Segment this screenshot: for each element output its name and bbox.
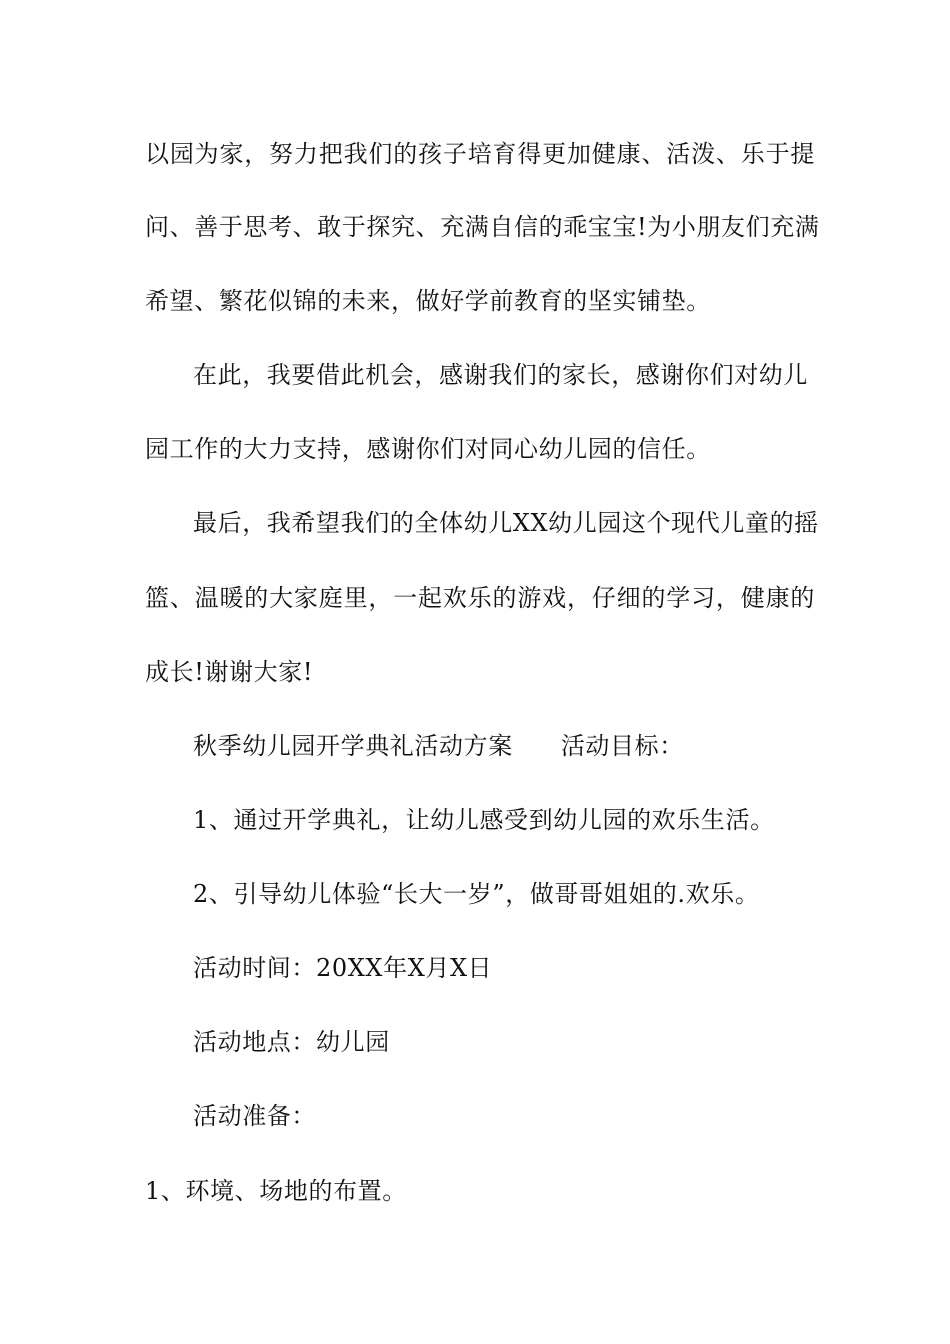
paragraph-line: 最后，我希望我们的全体幼儿XX幼儿园这个现代儿童的摇 <box>193 509 819 537</box>
paragraph-line: 成长!谢谢大家! <box>145 658 314 686</box>
paragraph-line: 园工作的大力支持，感谢你们对同心幼儿园的信任。 <box>145 435 711 463</box>
paragraph-line: 篮、温暖的大家庭里，一起欢乐的游戏，仔细的学习，健康的 <box>145 584 815 612</box>
prep-item-1: 1、环境、场地的布置。 <box>145 1177 407 1205</box>
activity-time: 活动时间：20XX年X月X日 <box>193 954 493 982</box>
plan-title: 秋季幼儿园开学典礼活动方案 <box>193 732 513 760</box>
paragraph-line: 在此，我要借此机会，感谢我们的家长，感谢你们对幼儿 <box>193 361 808 389</box>
activity-place: 活动地点：幼儿园 <box>193 1028 390 1056</box>
goal-item-1: 1、通过开学典礼，让幼儿感受到幼儿园的欢乐生活。 <box>193 806 775 834</box>
paragraph-line: 以园为家，努力把我们的孩子培育得更加健康、活泼、乐于提 <box>145 140 815 168</box>
paragraph-line: 问、善于思考、敢于探究、充满自信的乖宝宝!为小朋友们充满 <box>145 213 820 241</box>
goal-item-2: 2、引导幼儿体验“长大一岁”，做哥哥姐姐的.欢乐。 <box>193 880 760 908</box>
goal-heading: 活动目标： <box>560 732 684 760</box>
paragraph-line: 希望、繁花似锦的未来，做好学前教育的坚实铺垫。 <box>145 287 711 315</box>
plan-heading-line <box>193 730 815 762</box>
prep-heading: 活动准备： <box>193 1102 316 1130</box>
